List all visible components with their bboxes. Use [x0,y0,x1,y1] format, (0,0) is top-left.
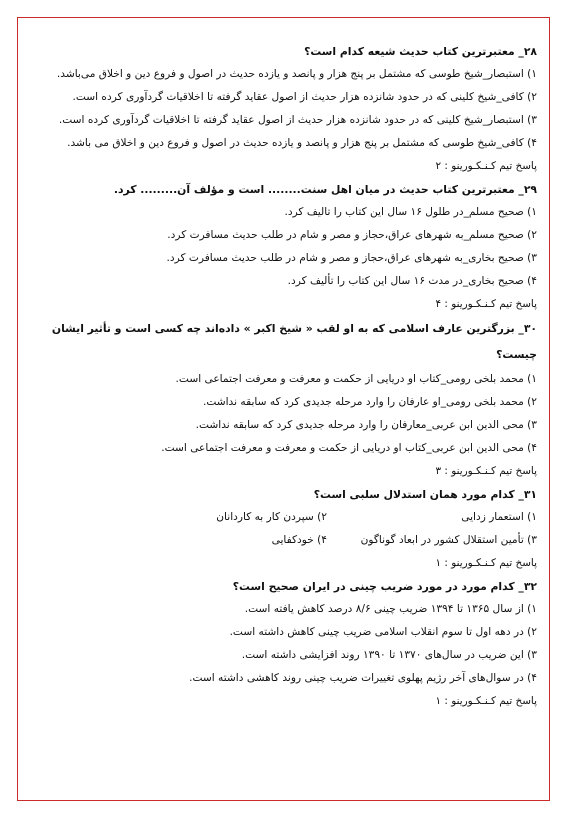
option-3: ۳) استبصار_شیخ کلینی که در حدود شانزده هزار حدیث از اصول عقاید گرفته تا اخلاقیات گردآوری کرده است. [58,114,537,126]
options-row-2 [30,529,537,552]
question-32 [30,575,537,713]
option-4: ۴) محی الدین ابن عربی_کتاب او دریایی از حکمت و معرفت و معرفت اجتماعی است. [161,442,537,454]
answer-line: پاسخ تیم کـنـکـورینو : ۱ [435,695,537,707]
question-30 [30,316,537,483]
option-4: ۴) کافی_شیخ طوسی که مشتمل بر پنج هزار و پانصد و یازده حدیث در اصول و فروع دین و اخلاق می باشد. [67,137,537,149]
answer-line: پاسخ تیم کـنـکـورینو : ۲ [435,160,537,172]
option-1: ۱) استعمار زدایی [461,511,537,523]
option-2: ۲) صحیح مسلم_به شهرهای عراق،حجاز و مصر و شام در طلب حدیث مسافرت کرد. [167,229,537,241]
question-28 [30,40,537,178]
option-2: ۲) سپردن کار به کاردانان [216,511,327,523]
option-4: ۴) خودکفایی [271,534,327,546]
answer-line: پاسخ تیم کـنـکـورینو : ۴ [435,298,537,310]
answer-line: پاسخ تیم کـنـکـورینو : ۳ [435,465,537,477]
option-3: ۳) محی الدین ابن عربی_معارفان را وارد مرحله جدیدی کرد که سابقه نداشت. [195,419,537,431]
option-1: ۱) از سال ۱۳۶۵ تا ۱۳۹۴ ضریب چینی ۸/۶ درصد کاهش یافته است. [244,603,537,615]
option-2: ۲) در دهه اول تا سوم انقلاب اسلامی ضریب چینی کاهش داشته است. [229,626,537,638]
question-title: ۳۱_ کدام مورد همان استدلال سلبی است؟ [313,488,537,501]
answer-line: پاسخ تیم کـنـکـورینو : ۱ [435,557,537,569]
option-2: ۲) کافی_شیخ کلینی که در حدود شانزده هزار حدیث از اصول عقاید گرفته تا اخلاقیات گردآوری کرده است. [72,91,537,103]
question-title: ۳۰_ بزرگترین عارف اسلامی که به او لقب « شیخ اکبر » داده‌اند چه کسی است و تأثیر ایشان چیست؟ [51,322,537,361]
option-3: ۳) این ضریب در سال‌های ۱۳۷۰ تا ۱۳۹۰ روند افزایشی داشته است. [241,649,537,661]
option-1: ۱) صحیح مسلم_در طلول ۱۶ سال این کتاب را تالیف کرد. [284,206,537,218]
option-4: ۴) در سوال‌های آخر رژیم پهلوی تغییرات ضریب چینی روند کاهشی داشته است. [189,672,537,684]
option-2: ۲) محمد بلخی رومی_او عارفان را وارد مرحله جدیدی کرد که سابقه نداشت. [202,396,537,408]
question-title: ۲۸_ معتبرترین کتاب حدیث شیعه کدام است؟ [304,45,537,58]
option-3: ۳) تأمین استقلال کشور در ابعاد گوناگون [360,534,537,546]
question-31 [30,483,537,575]
option-3: ۳) صحیح بخاری_به شهرهای عراق،حجاز و مصر و شام در طلب حدیث مسافرت کرد. [166,252,537,264]
questions-container [30,40,537,713]
option-1: ۱) استبصار_شیخ طوسی که مشتمل بر پنج هزار و پانصد و یازده حدیث در اصول و فروع دین و اخلاق می‌باشد. [56,68,537,80]
option-4: ۴) صحیح بخاری_در مدت ۱۶ سال این کتاب را تألیف کرد. [287,275,537,287]
question-29 [30,178,537,316]
option-1: ۱) محمد بلخی رومی_کتاب او دریایی از حکمت و معرفت و معرفت اجتماعی است. [175,373,537,385]
question-title: ۳۲_ کدام مورد در مورد ضریب چینی در ایران صحیح است؟ [232,580,537,593]
question-title: ۲۹_ معتبرترین کتاب حدیث در میان اهل سنت........ است و مؤلف آن......... کرد. [113,183,537,196]
options-row-1 [30,506,537,529]
